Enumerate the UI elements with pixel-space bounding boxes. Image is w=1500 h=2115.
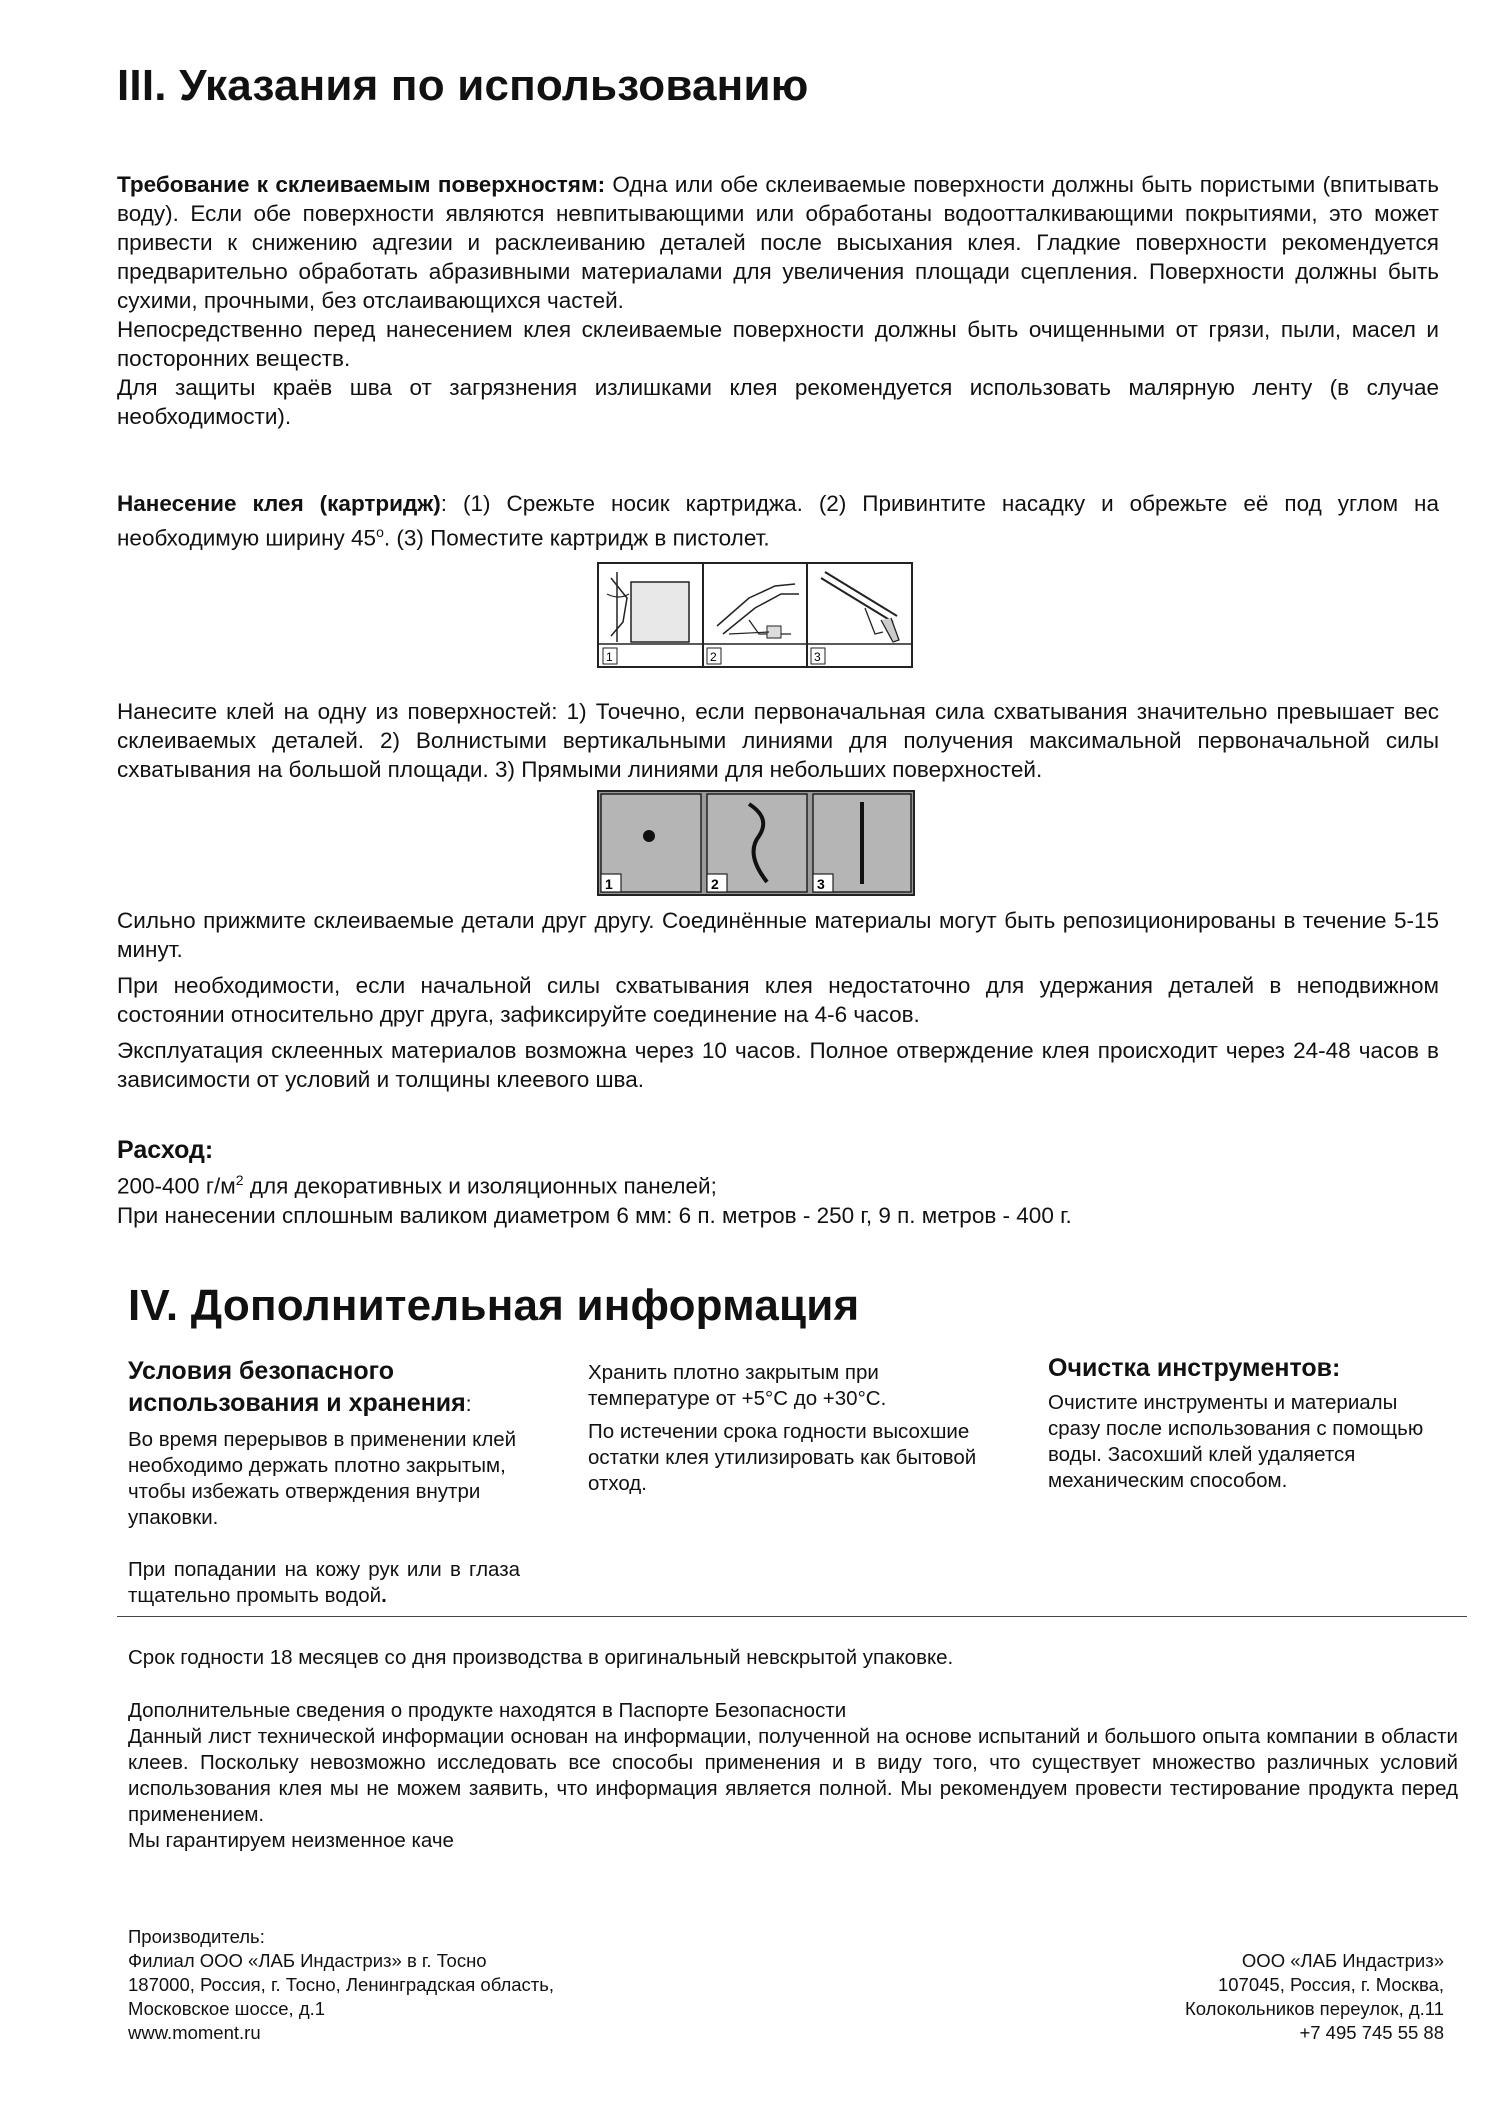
fig2-label-3: 3 xyxy=(817,876,825,892)
cartridge-steps-figure xyxy=(597,562,913,668)
safety-skin-text: При попадании на кожу рук или в глаза тщательно промыть водой xyxy=(128,1558,520,1607)
cleaning-tools-paragraph: Очистите инструменты и материалы сразу после использования с помощью воды. Засохший клей удаляется механическим способом. xyxy=(1048,1391,1424,1492)
phone-number: +7 495 745 55 88 xyxy=(1299,2022,1444,2043)
cartridge-steps-illustration xyxy=(599,564,911,666)
consumption-panels: для декоративных и изоляционных панелей; xyxy=(243,1173,717,1199)
additional-info-block xyxy=(128,1698,1458,1854)
footer-left-line-4: Московское шоссе, д.1 xyxy=(128,1998,326,2019)
apply-surface-block xyxy=(117,697,1439,784)
fig2-label-1: 1 xyxy=(605,876,613,892)
website-link[interactable]: www.moment.ru xyxy=(128,2022,261,2043)
application-text-a: : (1) Срежьте носик картриджа. (2) Привинтите насадку и обрежьте её под углом на необходимую ширину 45 xyxy=(117,491,1439,551)
safety-heading-colon: : xyxy=(465,1393,472,1416)
step-2-nozzle-icon xyxy=(703,584,807,664)
safety-passport-line: Дополнительные сведения о продукте находятся в Паспорте Безопасности xyxy=(128,1699,847,1722)
manufacturer-address xyxy=(128,1925,768,2045)
footer-right-line-2: 107045, Россия, г. Москва, xyxy=(1217,1974,1444,1995)
bead-patterns-illustration xyxy=(599,792,913,894)
surfaces-block xyxy=(117,170,1439,431)
cleaning-heading: Очистка инструментов: xyxy=(1048,1354,1341,1382)
surfaces-paragraph xyxy=(117,170,1439,315)
consumption-title: Расход: xyxy=(117,1136,214,1164)
press-fix-cure-block xyxy=(117,906,1439,1094)
footer-right-line-1: ООО «ЛАБ Индастриз» xyxy=(1241,1950,1444,1971)
degree-mark: о xyxy=(376,524,384,540)
company-address xyxy=(960,1949,1444,2045)
masking-tape-paragraph: Для защиты краёв шва от загрязнения излишками клея рекомендуется использовать малярную ленту (в случае необходимости). xyxy=(117,375,1439,429)
shelf-life-line: Срок годности 18 месяцев со дня производства в оригинальный невскрытой упаковке. xyxy=(128,1646,954,1669)
consumption-block xyxy=(117,1134,1439,1230)
surfaces-text: Одна или обе склеиваемые поверхности должны быть пористыми (впитывать воду). Если обе поверхности являются невпитывающими или обработаны водоотталкивающими покрытиями, это может привести к снижению адгезии и расклеиванию деталей после высыхания клея. Гладкие поверхности рекомендуется предварительно обработать абразивными материалами для увеличения площади сцепления. Поверхности должны быть сухими, прочными, без отслаивающихся частей. xyxy=(117,172,1439,313)
footer-left-line-3: 187000, Россия, г. Тосно, Ленинградская область, xyxy=(128,1974,555,1995)
fix-paragraph: При необходимости, если начальной силы схватывания клея недостаточно для удержания деталей в неподвижном состоянии относительно друг друга, зафиксируйте соединение на 4-6 часов. xyxy=(117,973,1439,1027)
section-3-title: III. Указания по использованию xyxy=(117,61,809,110)
cure-paragraph: Эксплуатация склеенных материалов возможна через 10 часов. Полное отверждение клея происходит через 24-48 часов в зависимости от условий и толщины клеевого шва. xyxy=(117,1038,1439,1092)
step-3-caulk-gun-icon xyxy=(807,572,911,664)
safety-skin-period: . xyxy=(381,1584,387,1607)
safety-column xyxy=(128,1355,520,1609)
guarantee-line: Мы гарантируем неизменное каче xyxy=(128,1829,454,1852)
step-1-cut-tip-icon xyxy=(599,572,703,664)
application-block xyxy=(117,489,1439,553)
fig1-label-1: 1 xyxy=(606,650,613,664)
dot-bead-icon xyxy=(643,830,655,842)
fig1-label-2: 2 xyxy=(710,650,717,664)
section-4-title: IV. Дополнительная информация xyxy=(128,1281,860,1330)
cleaning-column xyxy=(1048,1352,1428,1494)
application-text-b: . (3) Поместите картридж в пистолет. xyxy=(383,525,770,551)
fig2-label-2: 2 xyxy=(711,876,719,892)
footer-left-line-1: Производитель: xyxy=(128,1926,265,1947)
fig1-label-3: 3 xyxy=(814,650,821,664)
storage-paragraph-2: По истечении срока годности высохшие остатки клея утилизировать как бытовой отход. xyxy=(588,1420,977,1495)
surfaces-label: Требование к склеиваемым поверхностям: xyxy=(117,172,606,197)
disclaimer-paragraph: Данный лист технической информации основан на информации, полученной на основе испытаний и большого опыта компании в области клеев. Поскольку невозможно исследовать все способы применения и в виду того, что существует множество различных условий использования клея мы не можем заявить, что информация является полной. Мы рекомендуем провести тестирование продукта перед применением. xyxy=(128,1725,1458,1826)
safety-heading-text: Условия безопасного использования и хранения xyxy=(128,1357,466,1417)
square-meter-sup: 2 xyxy=(235,1172,244,1188)
consumption-line-2: При нанесении сплошным валиком диаметром 6 мм: 6 п. метров - 250 г, 9 п. метров - 400 г. xyxy=(117,1202,1072,1228)
safety-paragraph-2 xyxy=(128,1557,520,1609)
application-paragraph xyxy=(117,489,1439,553)
footer-left-line-2: Филиал ООО «ЛАБ Индастриз» в г. Тосно xyxy=(128,1950,487,1971)
bead-patterns-figure xyxy=(597,790,915,896)
safety-paragraph-1: Во время перерывов в применении клей необходимо держать плотно закрытым, чтобы избежать отверждения внутри упаковки. xyxy=(128,1428,517,1529)
consumption-line-1 xyxy=(117,1166,1439,1201)
storage-column xyxy=(588,1360,988,1497)
cleaning-paragraph: Непосредственно перед нанесением клея склеиваемые поверхности должны быть очищенными от грязи, пыли, масел и посторонних веществ. xyxy=(117,317,1439,371)
apply-surface-paragraph: Нанесите клей на одну из поверхностей: 1) Точечно, если первоначальная сила схватывания значительно превышает вес склеиваемых деталей. 2) Волнистыми вертикальными линиями для получения максимальной первоначальной силы схватывания на большой площади. 3) Прямыми линиями для небольших поверхностей. xyxy=(117,699,1439,782)
consumption-rate: 200-400 г/м xyxy=(117,1173,236,1199)
footer-right-line-3: Колокольников переулок, д.11 xyxy=(1185,1998,1444,2019)
application-label: Нанесение клея (картридж) xyxy=(117,491,441,516)
press-paragraph: Сильно прижмите склеиваемые детали друг другу. Соединённые материалы могут быть репозиционированы в течение 5-15 минут. xyxy=(117,908,1439,962)
section-divider xyxy=(117,1616,1467,1617)
safety-heading xyxy=(128,1355,520,1421)
storage-paragraph-1: Хранить плотно закрытым при температуре от +5°C до +30°C. xyxy=(588,1361,887,1410)
